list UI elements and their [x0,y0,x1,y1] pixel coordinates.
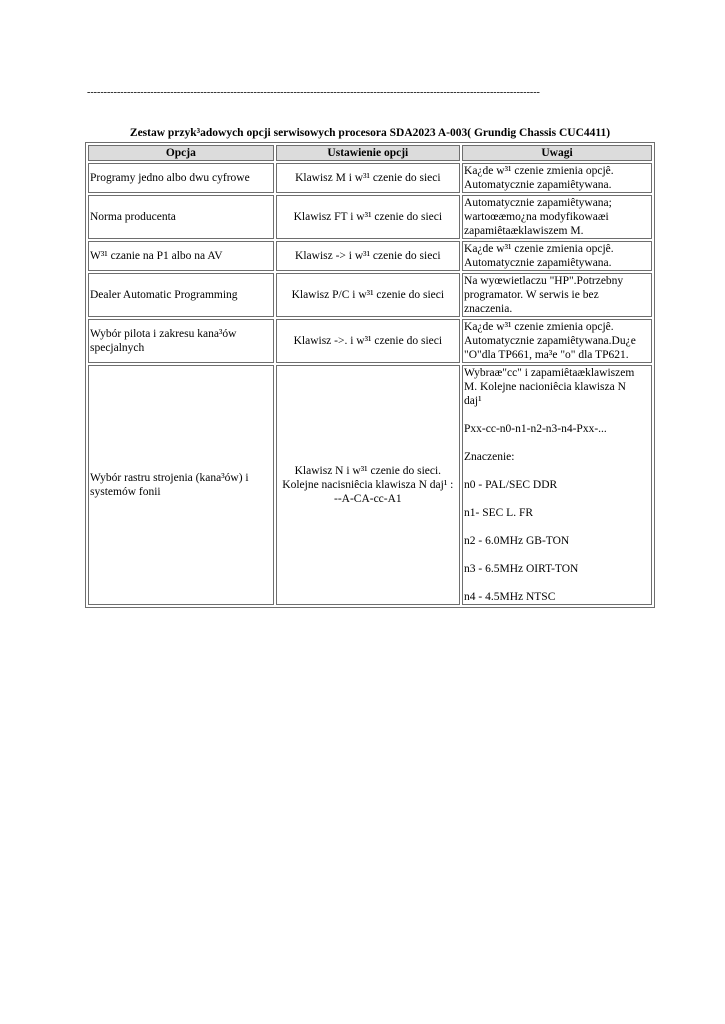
spacer [464,576,650,590]
option-cell: W³¹ czanie na P1 albo na AV [88,241,274,271]
option-cell: Programy jedno albo dwu cyfrowe [88,163,274,193]
note-line: Ka¿de w³¹ czenie zmienia opcjê. [464,321,614,333]
setting-cell: Klawisz FT i w³¹ czenie do sieci [276,195,460,239]
spacer [464,408,650,422]
option-cell: Wybór pilota i zakresu kana³ów specjalnych [88,319,274,363]
table-row [88,241,652,271]
table-row [88,365,652,605]
note-line: M. Kolejne nacioniêcia klawisza N [464,381,626,393]
spacer [464,492,650,506]
table-row [88,195,652,239]
note-line: n1- SEC L. FR [464,507,534,519]
note-line: zapamiêtaæklawiszem M. [464,225,584,237]
note-line: Pxx-cc-n0-n1-n2-n3-n4-Pxx-... [464,423,607,435]
table-header-row [88,145,652,161]
service-options-table [85,142,655,608]
note-line: programator. W serwis ie bez [464,289,599,301]
document-title: Zestaw przyk³adowych opcji serwisowych procesora SDA2023 A-003( Grundig Chassis CUC4411) [129,127,611,139]
option-cell: Norma producenta [88,195,274,239]
note-line: Automatycznie zapamiêtywana.Du¿e [464,335,636,347]
table-row [88,273,652,317]
header-notes: Uwagi [462,145,652,161]
setting-cell [276,365,460,605]
notes-cell [462,241,652,271]
note-line: znaczenia. [464,303,513,315]
setting-cell: Klawisz P/C i w³¹ czenie do sieci [276,273,460,317]
header-setting: Ustawienie opcji [276,145,460,161]
setting-line: Kolejne nacisniêcia klawisza N daj¹ : [282,479,454,491]
setting-line: --A-CA-cc-A1 [333,493,402,505]
note-line: Automatycznie zapamiêtywana. [464,257,612,269]
notes-cell [462,273,652,317]
setting-cell: Klawisz -> i w³¹ czenie do sieci [276,241,460,271]
note-line: "O"dla TP661, ma³e "o" dla TP621. [464,349,629,361]
note-line: Znaczenie: [464,451,515,463]
note-line: Na wyœwietlaczu "HP".Potrzebny [464,275,624,287]
note-line: Automatycznie zapamiêtywana; [464,197,612,209]
note-line: n2 - 6.0MHz GB-TON [464,535,570,547]
note-line: daj¹ [464,395,482,407]
notes-cell [462,365,652,605]
setting-cell: Klawisz M i w³¹ czenie do sieci [276,163,460,193]
note-line: n4 - 4.5MHz NTSC [464,591,556,603]
table-row [88,163,652,193]
setting-line: Klawisz N i w³¹ czenie do sieci. [294,465,442,477]
note-line: Ka¿de w³¹ czenie zmienia opcjê. [464,243,614,255]
note-line: Automatycznie zapamiêtywana. [464,179,612,191]
notes-cell [462,163,652,193]
separator-line: ---------------------------------------------------------------------------------------------------------------------------------------- [87,87,540,98]
table-row [88,319,652,363]
spacer [464,520,650,534]
setting-cell: Klawisz ->. i w³¹ czenie do sieci [276,319,460,363]
note-line: Wybraæ"cc" i zapamiêtaæklawiszem [464,367,635,379]
option-cell: Dealer Automatic Programming [88,273,274,317]
spacer [464,436,650,450]
note-line: wartoœæmo¿na modyfikowaæi [464,211,609,223]
notes-cell [462,195,652,239]
note-line: n0 - PAL/SEC DDR [464,479,558,491]
header-option: Opcja [88,145,274,161]
note-line: Ka¿de w³¹ czenie zmienia opcjê. [464,165,614,177]
notes-cell [462,319,652,363]
spacer [464,464,650,478]
spacer [464,548,650,562]
option-cell: Wybór rastru strojenia (kana³ów) i systemów fonii [88,365,274,605]
note-line: n3 - 6.5MHz OIRT-TON [464,563,579,575]
